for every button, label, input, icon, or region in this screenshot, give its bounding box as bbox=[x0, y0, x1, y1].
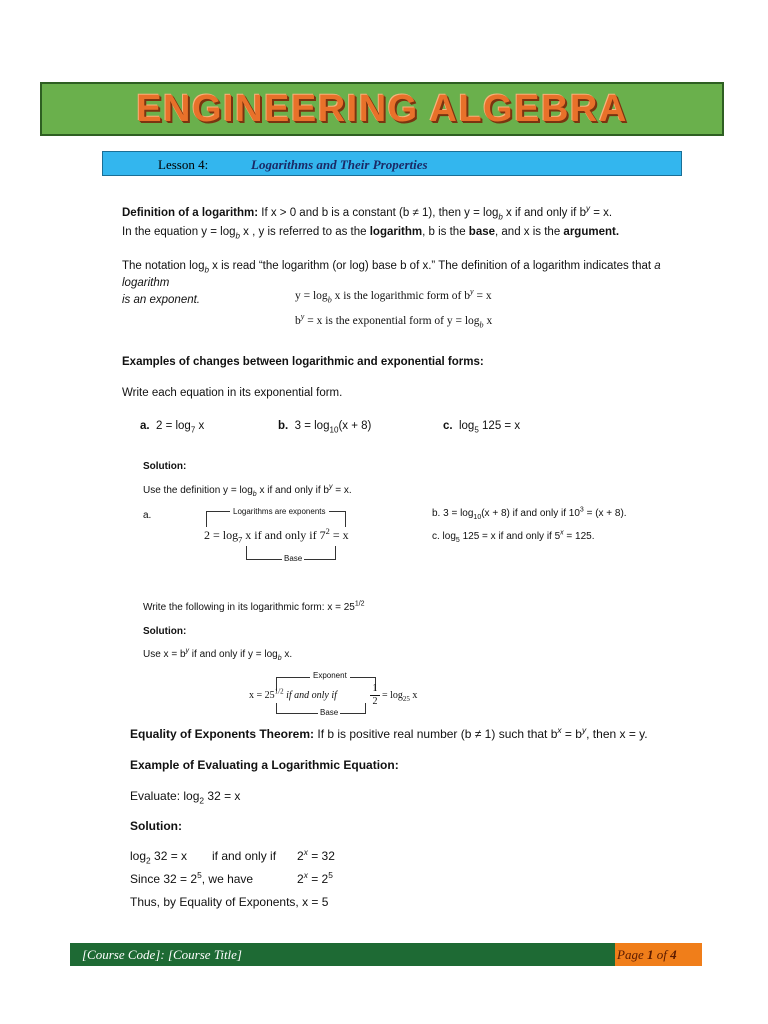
fraction-one-half: 1 2 bbox=[370, 683, 380, 708]
work-line-3: Thus, by Equality of Exponents, x = 5 bbox=[130, 895, 329, 909]
solution-a-equation: $2 = \log_7 x$ if and only if $7^2 = x$ bbox=[204, 527, 349, 545]
example-b: b. $3 = \log_{10}(x + 8)$ bbox=[278, 420, 372, 435]
example-a: a. $2 = \log_7 x$ bbox=[140, 420, 205, 435]
solution-b: b. $3 = \log_{10}(x + 8)$ if and only if $10^3 = (x + 8)$. bbox=[432, 506, 627, 521]
work-line-1c: $2^x = 32$ bbox=[297, 847, 335, 863]
definition-line-1: Definition of a logarithm: If x > 0 and b is a constant (b ≠ 1), then $y = \log_b x$ if and only if $b^y = x$. bbox=[122, 204, 613, 222]
bracket-label-base: Base bbox=[284, 554, 303, 563]
footer-course-bar bbox=[70, 943, 615, 966]
solution-label-2: Solution: bbox=[143, 626, 187, 637]
evaluate-line: Evaluate: $\log_2 32 = x$ bbox=[130, 789, 241, 806]
log-form-equation-rhs: = $\log_{25} x$ bbox=[382, 690, 418, 703]
bracket-label-exponents: Logarithms are exponents bbox=[230, 507, 329, 516]
notation-paragraph: The notation $\log_b x$ is read “the logarithm (or log) base b of x.” The definition of a logarithm indicates that a logarithm is an exponent. bbox=[122, 260, 661, 306]
footer-page-bar bbox=[615, 943, 702, 966]
logarithmic-form-line: $y = \log_b x$ is the logarithmic form of $b^y = x$ bbox=[295, 287, 492, 305]
solution-label-1: Solution: bbox=[143, 461, 187, 472]
document-title: ENGINEERING ALGEBRA bbox=[136, 88, 628, 130]
equality-theorem: Equality of Exponents Theorem: If b is positive real number (b ≠ 1) such that $b^x = b^y$, then x = y. bbox=[130, 725, 648, 741]
work-line-1a: $\log_2 32 = x$ bbox=[130, 849, 188, 866]
lesson-number: Lesson 4: bbox=[158, 157, 209, 172]
solution-c: c. $\log_5 125 = x$ if and only if $5^x = 125$. bbox=[432, 529, 595, 544]
lesson-title: Logarithms and Their Properties bbox=[251, 157, 428, 172]
work-line-2b: $2^x = 2^5$ bbox=[297, 870, 333, 886]
log-form-equation: $x = 25^{1/2}$ if and only if bbox=[249, 687, 337, 701]
solution-label-3: Solution: bbox=[130, 819, 182, 833]
solution-a-label: a. bbox=[143, 510, 152, 521]
evaluating-heading: Example of Evaluating a Logarithmic Equation: bbox=[130, 758, 399, 772]
work-line-2a: Since $32 = 2^5$, we have bbox=[130, 870, 254, 886]
instruction: Write each equation in its exponential form. bbox=[122, 387, 343, 399]
use-definition: Use the definition $y = \log_b x$ if and only if $b^y = x$. bbox=[143, 483, 352, 498]
log-form-question: Write the following in its logarithmic form: $x = 25^{1/2}$ bbox=[143, 600, 365, 613]
bracket-label-base-2: Base bbox=[320, 708, 339, 717]
example-c: c. $\log_5 125 = x$ bbox=[443, 420, 521, 435]
header-banner bbox=[40, 82, 724, 136]
definition-line-2: In the equation $y = \log_b x$ , y is referred to as the logarithm, b is the base, and x is the argument. bbox=[122, 226, 620, 241]
bracket-label-exponent: Exponent bbox=[310, 671, 350, 680]
exponential-form-line: $b^y = x$ is the exponential form of $y = \log_b x$ bbox=[295, 312, 493, 330]
examples-heading: Examples of changes between logarithmic and exponential forms: bbox=[122, 356, 484, 368]
footer-course: [Course Code]: [Course Title] bbox=[82, 947, 242, 962]
page-indicator: Page 1 of 4 bbox=[617, 947, 677, 962]
use-definition-2: Use $x = b^y$ if and only if $y = \log_b x$. bbox=[143, 647, 293, 662]
work-line-1b: if and only if bbox=[212, 849, 277, 863]
lesson-bar bbox=[102, 151, 682, 176]
